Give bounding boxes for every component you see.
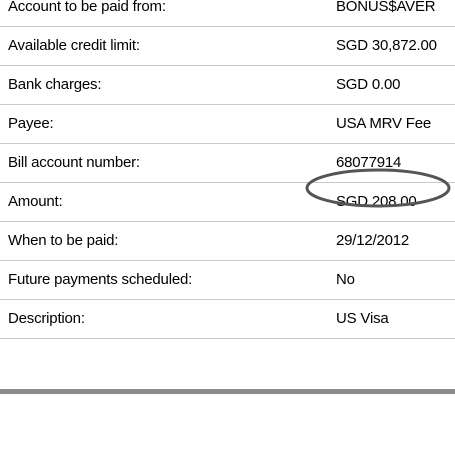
value-available-credit-limit: SGD 30,872.00 <box>336 37 437 54</box>
row-description <box>0 300 455 339</box>
label-account-paid-from: Account to be paid from: <box>8 0 166 15</box>
highlight-oval-annotation <box>304 167 452 209</box>
label-when-to-be-paid: When to be paid: <box>8 232 119 249</box>
row-payee <box>0 105 455 144</box>
label-bill-account-number: Bill account number: <box>8 154 140 171</box>
row-future-payments-scheduled <box>0 261 455 300</box>
value-payee: USA MRV Fee <box>336 115 432 132</box>
value-bank-charges: SGD 0.00 <box>336 76 401 93</box>
bottom-divider <box>0 389 455 394</box>
value-future-payments-scheduled: No <box>336 271 355 288</box>
label-available-credit-limit: Available credit limit: <box>8 37 140 54</box>
value-bill-account-number: 68077914 <box>336 154 402 171</box>
value-account-paid-from: BONUS$AVER <box>336 0 436 15</box>
label-payee: Payee: <box>8 115 54 132</box>
row-available-credit-limit <box>0 27 455 66</box>
row-when-to-be-paid <box>0 222 455 261</box>
row-bank-charges <box>0 66 455 105</box>
label-amount: Amount: <box>8 193 63 210</box>
row-account-paid-from <box>0 0 455 27</box>
value-amount: SGD 208.00 <box>336 193 417 210</box>
value-when-to-be-paid: 29/12/2012 <box>336 232 410 249</box>
value-description: US Visa <box>336 310 389 327</box>
label-description: Description: <box>8 310 85 327</box>
label-bank-charges: Bank charges: <box>8 76 102 93</box>
label-future-payments-scheduled: Future payments scheduled: <box>8 271 193 288</box>
